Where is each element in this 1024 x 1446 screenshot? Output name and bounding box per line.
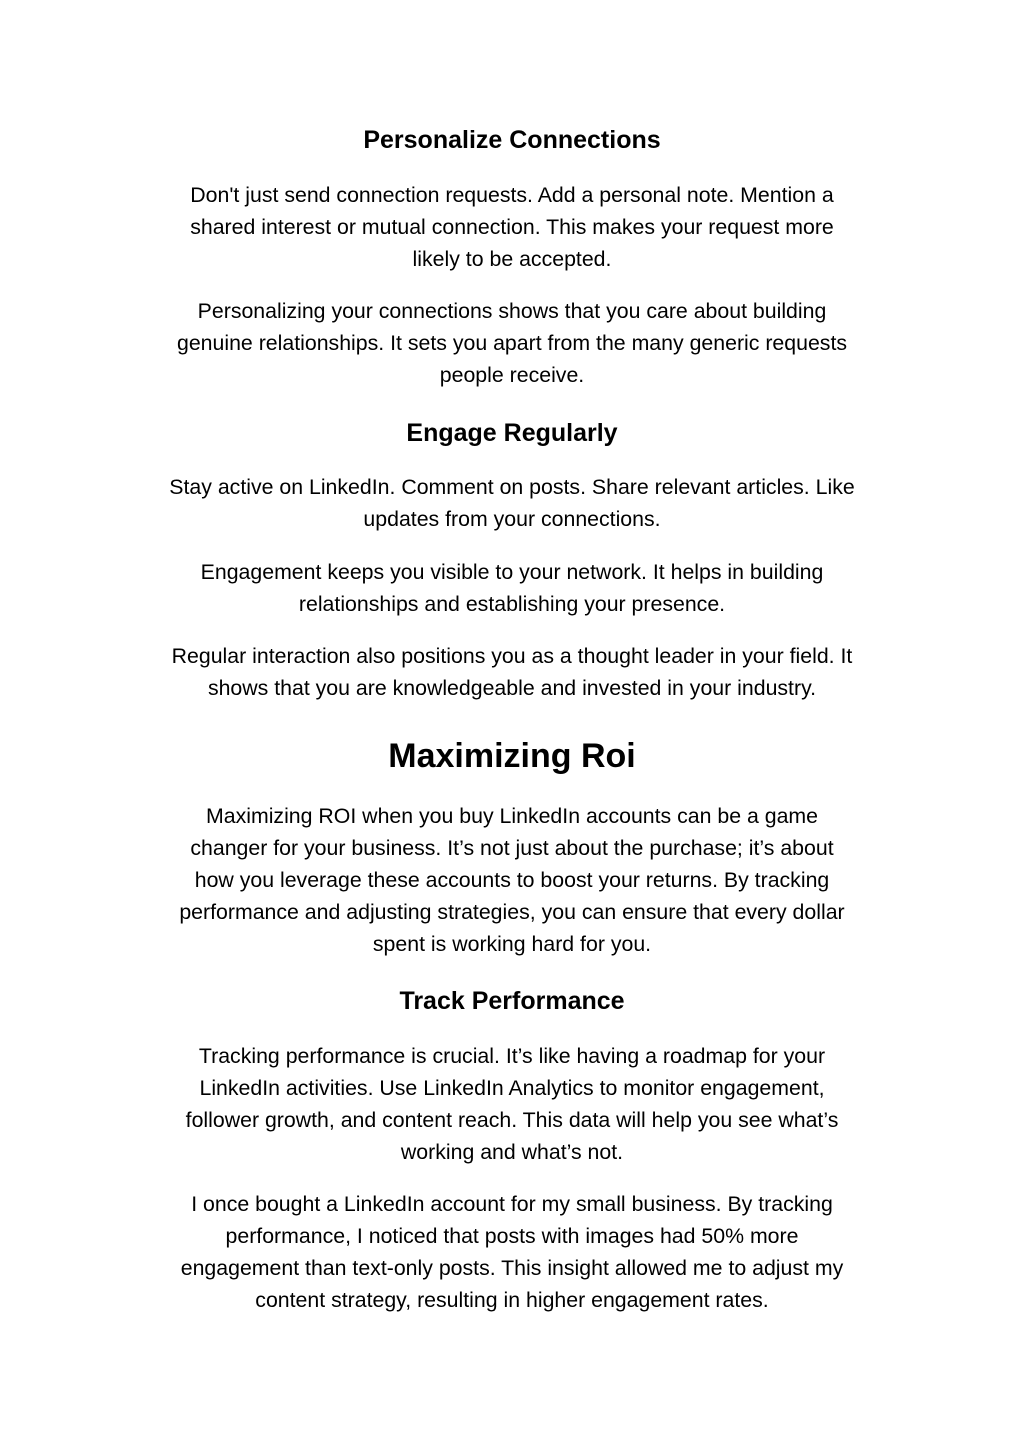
heading-track-performance: Track Performance (399, 987, 625, 1015)
paragraph-personalize-2: Personalizing your connections shows that you care about building genuine relationships. It sets you apart from the many generic requests people receive. (176, 299, 848, 387)
paragraph-track-2: I once bought a LinkedIn account for my small business. By tracking performance, I noticed that posts with images had 50% more engagement than text-only posts. This insight allowed me to adjust my content strategy, resulting in higher engagement rates. (180, 1192, 844, 1312)
heading-engage-regularly: Engage Regularly (406, 419, 618, 447)
paragraph-engage-1: Stay active on LinkedIn. Comment on posts. Share relevant articles. Like updates from your connections. (169, 475, 855, 531)
paragraph-track-1: Tracking performance is crucial. It’s like having a roadmap for your LinkedIn activities. Use LinkedIn Analytics to monitor engagement, follower growth, and content reach. This data will help you see what’s working and what’s not. (185, 1044, 839, 1164)
paragraph-personalize-1: Don't just send connection requests. Add a personal note. Mention a shared interest or mutual connection. This makes your request more likely to be accepted. (190, 183, 834, 271)
paragraph-engage-2: Engagement keeps you visible to your network. It helps in building relationships and establishing your presence. (200, 560, 824, 616)
heading-maximizing-roi: Maximizing Roi (388, 737, 636, 775)
paragraph-engage-3: Regular interaction also positions you as a thought leader in your field. It shows that you are knowledgeable and invested in your industry. (171, 644, 853, 700)
paragraph-roi-1: Maximizing ROI when you buy LinkedIn accounts can be a game changer for your business. It’s not just about the purchase; it’s about how you leverage these accounts to boost your returns. By tracking performance and adjusting strategies, you can ensure that every dollar spent is working hard for you. (179, 804, 845, 956)
heading-personalize-connections: Personalize Connections (363, 126, 661, 154)
